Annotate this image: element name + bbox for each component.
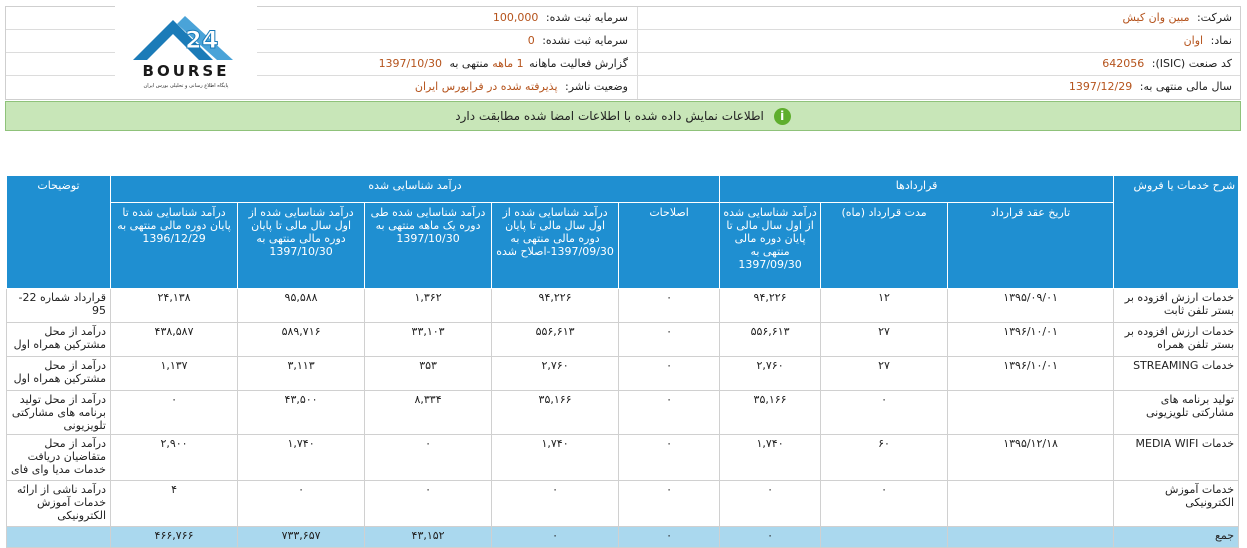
bourse24-logo	[115, 6, 257, 92]
cell-rev-prior-adjusted: ۵۵۶,۶۱۳	[492, 323, 619, 357]
cell-notes: درآمد ناشی از ارائه خدمات آموزش الکترونیکی	[7, 481, 111, 527]
cell-rev-prior-adjusted: ۳۵,۱۶۶	[492, 391, 619, 435]
cell-rev-prior: ۵۵۶,۶۱۳	[720, 323, 821, 357]
header-rev-prior: درآمد شناسایی شده از اول سال مالی تا پایان دوره مالی منتهی به 1397/09/30	[720, 203, 821, 289]
company-label: شرکت:	[1196, 11, 1232, 24]
cell-desc: خدمات آموزش الکترونیکی	[1114, 481, 1239, 527]
report-label: گزارش فعالیت ماهانه	[529, 57, 628, 70]
cell-contract-date	[948, 481, 1114, 527]
cell-notes: درآمد از محل تولید برنامه های مشارکتی تلویزیونی	[7, 391, 111, 435]
cell-rev-prior: ۱,۷۴۰	[720, 435, 821, 481]
cell-notes: قرارداد شماره 22-95	[7, 289, 111, 323]
cell-rev-prior-adjusted: ۲,۷۶۰	[492, 357, 619, 391]
cell-rev-prior: ۰	[720, 481, 821, 527]
cell-rev-last-year: ۱,۱۳۷	[111, 357, 238, 391]
registered-capital-cell	[256, 7, 636, 29]
cell-rev-last-year: ۲۴,۱۳۸	[111, 289, 238, 323]
cell-duration: ۱۲	[821, 289, 948, 323]
company-value[interactable]: مبین وان کیش	[1122, 11, 1190, 24]
cell-duration: ۶۰	[821, 435, 948, 481]
cell-rev-ytd: ۱,۷۴۰	[238, 435, 365, 481]
cell-duration: ۲۷	[821, 357, 948, 391]
isic-value: 642056	[1102, 57, 1145, 70]
company-cell	[637, 7, 1240, 29]
cell-desc: تولید برنامه های مشارکتی تلویزیونی	[1114, 391, 1239, 435]
cell-adjustments: ۰	[619, 357, 720, 391]
table-row	[7, 289, 1239, 323]
cell-rev-prior-adjusted: ۱,۷۴۰	[492, 435, 619, 481]
total-rev-prior-adjusted: ۰	[492, 527, 619, 548]
fiscal-year-cell	[637, 76, 1240, 99]
publisher-status-value: پذیرفته شده در فرابورس ایران	[414, 80, 558, 93]
cell-rev-prior-adjusted: ۹۴,۲۲۶	[492, 289, 619, 323]
cell-rev-last-year: ۴۳۸,۵۸۷	[111, 323, 238, 357]
cell-contract-date: ۱۳۹۵/۱۲/۱۸	[948, 435, 1114, 481]
publisher-status-cell	[256, 76, 636, 99]
cell-rev-ytd: ۵۸۹,۷۱۶	[238, 323, 365, 357]
report-ending-value: 1397/10/30	[378, 57, 442, 70]
logo-graphic	[115, 6, 257, 92]
cell-rev-month: ۸,۳۳۴	[365, 391, 492, 435]
revenue-table	[6, 175, 1239, 548]
cell-rev-month: ۱,۳۶۲	[365, 289, 492, 323]
report-period: 1 ماهه	[492, 57, 524, 70]
header-contracts: قراردادها	[720, 176, 1114, 203]
total-rev-prior: ۰	[720, 527, 821, 548]
cell-duration: ۰	[821, 391, 948, 435]
info-icon: i	[774, 108, 791, 125]
cell-adjustments: ۰	[619, 481, 720, 527]
cell-notes: درآمد از محل مشترکین همراه اول	[7, 323, 111, 357]
header-revenue: درآمد شناسایی شده	[111, 176, 720, 203]
table-group-header-row	[7, 176, 1239, 203]
cell-rev-month: ۳۵۳	[365, 357, 492, 391]
cell-rev-last-year: ۰	[111, 391, 238, 435]
logo-text: BOURSE	[142, 62, 230, 80]
total-desc: جمع	[1114, 527, 1239, 548]
header-contract-date: تاریخ عقد قرارداد	[948, 203, 1114, 289]
cell-desc: خدمات STREAMING	[1114, 357, 1239, 391]
symbol-value[interactable]: اوان	[1183, 34, 1204, 47]
banner-text: اطلاعات نمایش داده شده با اطلاعات امضا شده مطابقت دارد	[455, 109, 764, 123]
registered-capital-label: سرمایه ثبت شده:	[545, 11, 628, 24]
header-rev-last-year: درآمد شناسایی شده تا پایان دوره مالی منتهی به 1396/12/29	[111, 203, 238, 289]
cell-rev-last-year: ۲,۹۰۰	[111, 435, 238, 481]
registered-capital-value: 100,000	[492, 11, 539, 24]
cell-desc: خدمات ارزش افزوده بر بستر تلفن ثابت	[1114, 289, 1239, 323]
table-row	[7, 435, 1239, 481]
header-desc: شرح خدمات یا فروش	[1114, 176, 1239, 289]
cell-rev-prior: ۲,۷۶۰	[720, 357, 821, 391]
cell-adjustments: ۰	[619, 391, 720, 435]
total-rev-month: ۴۳,۱۵۲	[365, 527, 492, 548]
cell-contract-date: ۱۳۹۵/۰۹/۰۱	[948, 289, 1114, 323]
cell-rev-ytd: ۹۵,۵۸۸	[238, 289, 365, 323]
header-duration: مدت قرارداد (ماه)	[821, 203, 948, 289]
cell-rev-month: ۰	[365, 481, 492, 527]
publisher-status-label: وضعیت ناشر:	[565, 80, 628, 93]
unregistered-capital-label: سرمایه ثبت نشده:	[542, 34, 628, 47]
cell-rev-ytd: ۳,۱۱۳	[238, 357, 365, 391]
cell-desc: خدمات ارزش افزوده بر بستر تلفن همراه	[1114, 323, 1239, 357]
cell-notes: درآمد از محل مشترکین همراه اول	[7, 357, 111, 391]
table-body	[7, 289, 1239, 548]
cell-rev-last-year: ۴	[111, 481, 238, 527]
cell-contract-date: ۱۳۹۶/۱۰/۰۱	[948, 357, 1114, 391]
total-adjustments: ۰	[619, 527, 720, 548]
cell-rev-ytd: ۴۳,۵۰۰	[238, 391, 365, 435]
signature-match-banner	[5, 101, 1241, 131]
cell-adjustments: ۰	[619, 435, 720, 481]
table-row	[7, 391, 1239, 435]
cell-rev-ytd: ۰	[238, 481, 365, 527]
total-notes	[7, 527, 111, 548]
symbol-label: نماد:	[1210, 34, 1232, 47]
isic-label: کد صنعت (ISIC):	[1151, 57, 1232, 70]
cell-rev-month: ۰	[365, 435, 492, 481]
cell-duration: ۲۷	[821, 323, 948, 357]
table-total-row	[7, 527, 1239, 548]
fiscal-year-label: سال مالی منتهی به:	[1139, 80, 1232, 93]
cell-contract-date: ۱۳۹۶/۱۰/۰۱	[948, 323, 1114, 357]
cell-duration: ۰	[821, 481, 948, 527]
cell-rev-prior: ۳۵,۱۶۶	[720, 391, 821, 435]
symbol-cell	[637, 30, 1240, 52]
cell-rev-prior-adjusted: ۰	[492, 481, 619, 527]
table-sub-header-row	[7, 203, 1239, 289]
header-rev-ytd: درآمد شناسایی شده از اول سال مالی تا پایان دوره مالی منتهی به 1397/10/30	[238, 203, 365, 289]
total-duration	[821, 527, 948, 548]
logo-number: 24	[185, 26, 219, 54]
total-rev-ytd: ۷۳۳,۶۵۷	[238, 527, 365, 548]
header-rev-prior-adjusted: درآمد شناسایی شده از اول سال مالی تا پایان دوره مالی منتهی به 1397/09/30-اصلاح شده	[492, 203, 619, 289]
cell-notes: درآمد از محل متقاضیان دریافت خدمات مدیا وای فای	[7, 435, 111, 481]
table-row	[7, 357, 1239, 391]
total-rev-last-year: ۴۶۶,۷۶۶	[111, 527, 238, 548]
cell-adjustments: ۰	[619, 323, 720, 357]
header-notes: توضیحات	[7, 176, 111, 289]
table-row	[7, 481, 1239, 527]
header-rev-month: درآمد شناسایی شده طی دوره یک ماهه منتهی به 1397/10/30	[365, 203, 492, 289]
report-cell	[256, 53, 636, 75]
isic-cell	[637, 53, 1240, 75]
cell-rev-prior: ۹۴,۲۲۶	[720, 289, 821, 323]
logo-subtitle: پایگاه اطلاع رسانی و تحلیلی بورس ایران	[143, 83, 229, 89]
cell-desc: خدمات MEDIA WIFI	[1114, 435, 1239, 481]
cell-adjustments: ۰	[619, 289, 720, 323]
cell-contract-date	[948, 391, 1114, 435]
unregistered-capital-cell	[256, 30, 636, 52]
table-row	[7, 323, 1239, 357]
fiscal-year-value: 1397/12/29	[1068, 80, 1133, 93]
report-ending-label: منتهی به	[449, 57, 489, 70]
header-adjustments: اصلاحات	[619, 203, 720, 289]
unregistered-capital-value: 0	[527, 34, 535, 47]
total-contract-date	[948, 527, 1114, 548]
cell-rev-month: ۳۳,۱۰۳	[365, 323, 492, 357]
